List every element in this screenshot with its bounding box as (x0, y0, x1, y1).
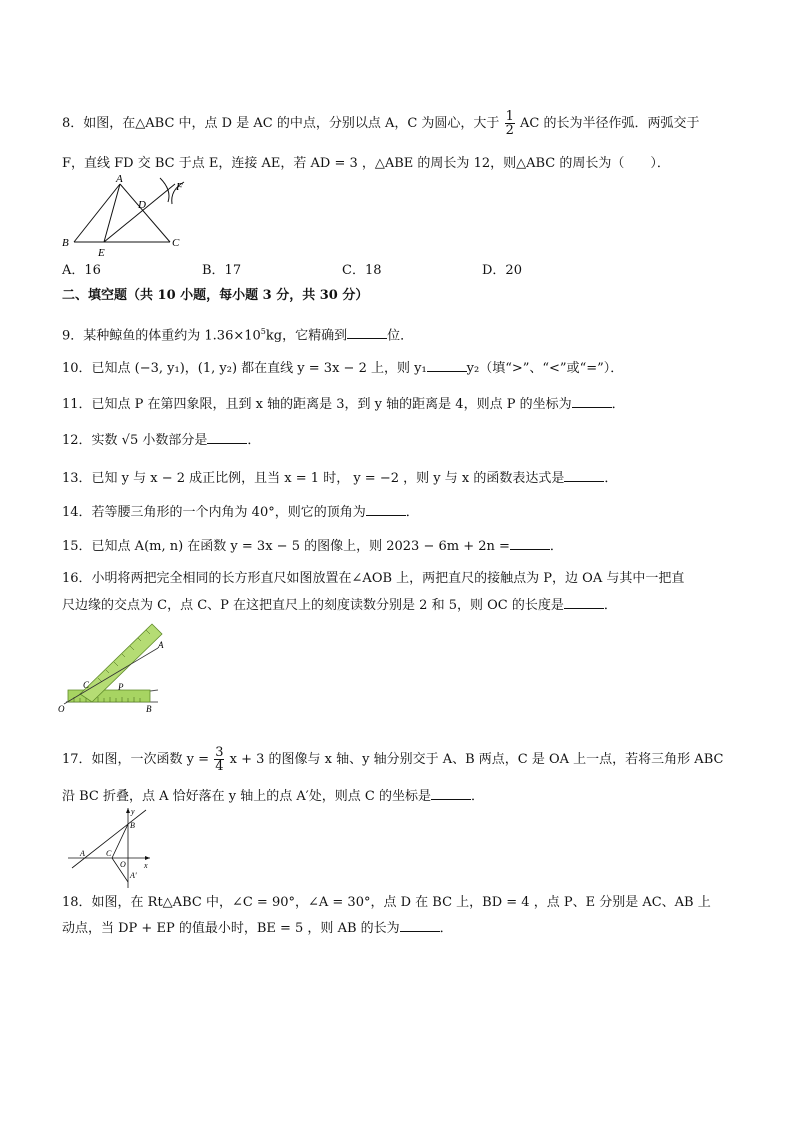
q17-frac-den: 4 (215, 759, 224, 774)
q16-label-c: C (83, 680, 90, 690)
q8-line1 (62, 110, 699, 137)
q9 (62, 323, 413, 345)
q18-line1: 18．如图，在 Rt△ABC 中，∠C = 90°，∠A = 30°，点 D 在 BC 上，BD = 4 ，点 P、E 分别是 AC、AB 上 (62, 895, 711, 910)
q12-tail: ． (247, 433, 261, 448)
q16-label-o: O (58, 704, 65, 714)
q16-label-p: P (118, 682, 124, 692)
q8-fraction (505, 110, 515, 137)
q16-label-a: A (158, 640, 164, 650)
q15-tail: ． (549, 539, 563, 554)
q16-tail: ． (603, 598, 617, 613)
q13-tail: ． (604, 471, 618, 486)
q18-text: 动点，当 DP + EP 的值最小时，BE = 5 ，则 AB 的长为 (62, 921, 400, 936)
q8-label-e: E (98, 247, 105, 258)
q17-label-a: A (80, 849, 85, 858)
q9-answer-blank[interactable] (347, 326, 387, 339)
q14-tail: ． (405, 505, 419, 520)
q17-line1 (62, 746, 723, 773)
q17-label-x: x (144, 861, 148, 870)
section-title: 二、填空题（共 10 小题，每小题 3 分，共 30 分） (62, 288, 369, 303)
q17-coordinate-figure (64, 806, 154, 890)
q13 (62, 469, 617, 488)
q8-frac-den: 2 (505, 123, 514, 138)
q8-line2: F，直线 FD 交 BC 于点 E，连接 AE，若 AD = 3 ，△ABE 的周长为 12，则△ABC 的周长为（ ）． (62, 156, 670, 171)
q16-text: 尺边缘的交点为 C，点 C、P 在这把直尺上的刻度读数分别是 2 和 5，则 OC 的长度是 (62, 598, 564, 613)
q9-exponent: 5 (260, 327, 266, 336)
q10 (62, 359, 623, 378)
q17-label-a-prime: A′ (130, 871, 137, 880)
q11-answer-blank[interactable] (572, 395, 612, 408)
q8-text-1: 8．如图，在△ABC 中，点 D 是 AC 的中点，分别以点 A，C 为圆心，大于 (62, 116, 500, 131)
q17-label-c: C (106, 849, 112, 858)
q15-text: 15．已知点 A(m, n) 在函数 y = 3x − 5 的图像上，则 2023 − 6m + 2n = (62, 539, 510, 554)
q17-label-y: y (131, 807, 135, 816)
q17-label-b: B (130, 821, 135, 830)
q12 (62, 431, 260, 450)
q8-option-b[interactable]: B．17 (202, 263, 242, 278)
q11-tail: ． (611, 397, 625, 412)
q17-text: 17．如图，一次函数 y = (62, 752, 210, 767)
q8-label-b: B (62, 237, 69, 249)
q17-tail: ． (470, 789, 484, 804)
q9-text-after: kg，它精确到 (265, 328, 348, 344)
q15 (62, 537, 563, 556)
q16-rulers-figure (58, 618, 170, 714)
q8-option-a[interactable]: A．16 (62, 263, 101, 278)
q12-answer-blank[interactable] (207, 431, 247, 444)
q8-label-c: C (172, 237, 180, 249)
q11-text: 11．已知点 P 在第四象限，且到 x 轴的距离是 3，到 y 轴的距离是 4，则点 P 的坐标为 (62, 397, 572, 412)
q18-tail: ． (439, 921, 453, 936)
q17-frac-num: 3 (215, 745, 224, 760)
q8-option-d[interactable]: D．20 (482, 263, 522, 278)
q17-answer-blank[interactable] (431, 787, 471, 800)
q14-answer-blank[interactable] (366, 503, 406, 516)
q18-line2 (62, 919, 453, 938)
q15-answer-blank[interactable] (510, 537, 550, 550)
q10-answer-blank[interactable] (427, 359, 467, 372)
q17-text-after: x + 3 的图像与 x 轴、y 轴分别交于 A、B 两点，C 是 OA 上一点，若将三角形 ABC (229, 752, 724, 767)
q17-text-2: 沿 BC 折叠，点 A 恰好落在 y 轴上的点 A′处，则点 C 的坐标是 (62, 789, 431, 804)
q10-tail: y₂（填“>”、“<”或“=”）． (466, 361, 624, 376)
q13-text: 13．已知 y 与 x − 2 成正比例，且当 x = 1 时， y = −2 ，则 y 与 x 的函数表达式是 (62, 471, 565, 486)
q17-fraction (214, 746, 224, 773)
q11 (62, 395, 625, 414)
q10-text: 10．已知点 (−3, y₁)，(1, y₂) 都在直线 y = 3x − 2 上，则 y₁ (62, 361, 427, 376)
q9-text: 9．某种鲸鱼的体重约为 1.36×10 (62, 328, 261, 344)
q8-text-1-tail: AC 的长为半径作弧．两弧交于 (519, 116, 700, 131)
q16-answer-blank[interactable] (564, 596, 604, 609)
q8-label-f: F (176, 181, 183, 193)
q13-answer-blank[interactable] (564, 469, 604, 482)
q8-frac-num: 1 (505, 109, 514, 124)
q16-line1: 16．小明将两把完全相同的长方形直尺如图放置在∠AOB 上，两把直尺的接触点为 P，边 OA 与其中一把直 (62, 571, 685, 586)
q14-text: 14．若等腰三角形的一个内角为 40°，则它的顶角为 (62, 505, 366, 520)
q14 (62, 503, 419, 522)
q8-triangle-figure (60, 172, 190, 258)
q18-answer-blank[interactable] (400, 919, 440, 932)
q12-text: 12．实数 √5 小数部分是 (62, 433, 208, 448)
q17-label-o: O (120, 860, 126, 869)
q8-label-d: D (138, 199, 146, 211)
q16-label-b: B (146, 704, 152, 714)
q8-option-c[interactable]: C．18 (342, 263, 382, 278)
q16-line2 (62, 596, 617, 615)
q9-tail: 位． (387, 328, 414, 344)
q8-label-a: A (116, 173, 123, 185)
q17-line2 (62, 787, 484, 806)
